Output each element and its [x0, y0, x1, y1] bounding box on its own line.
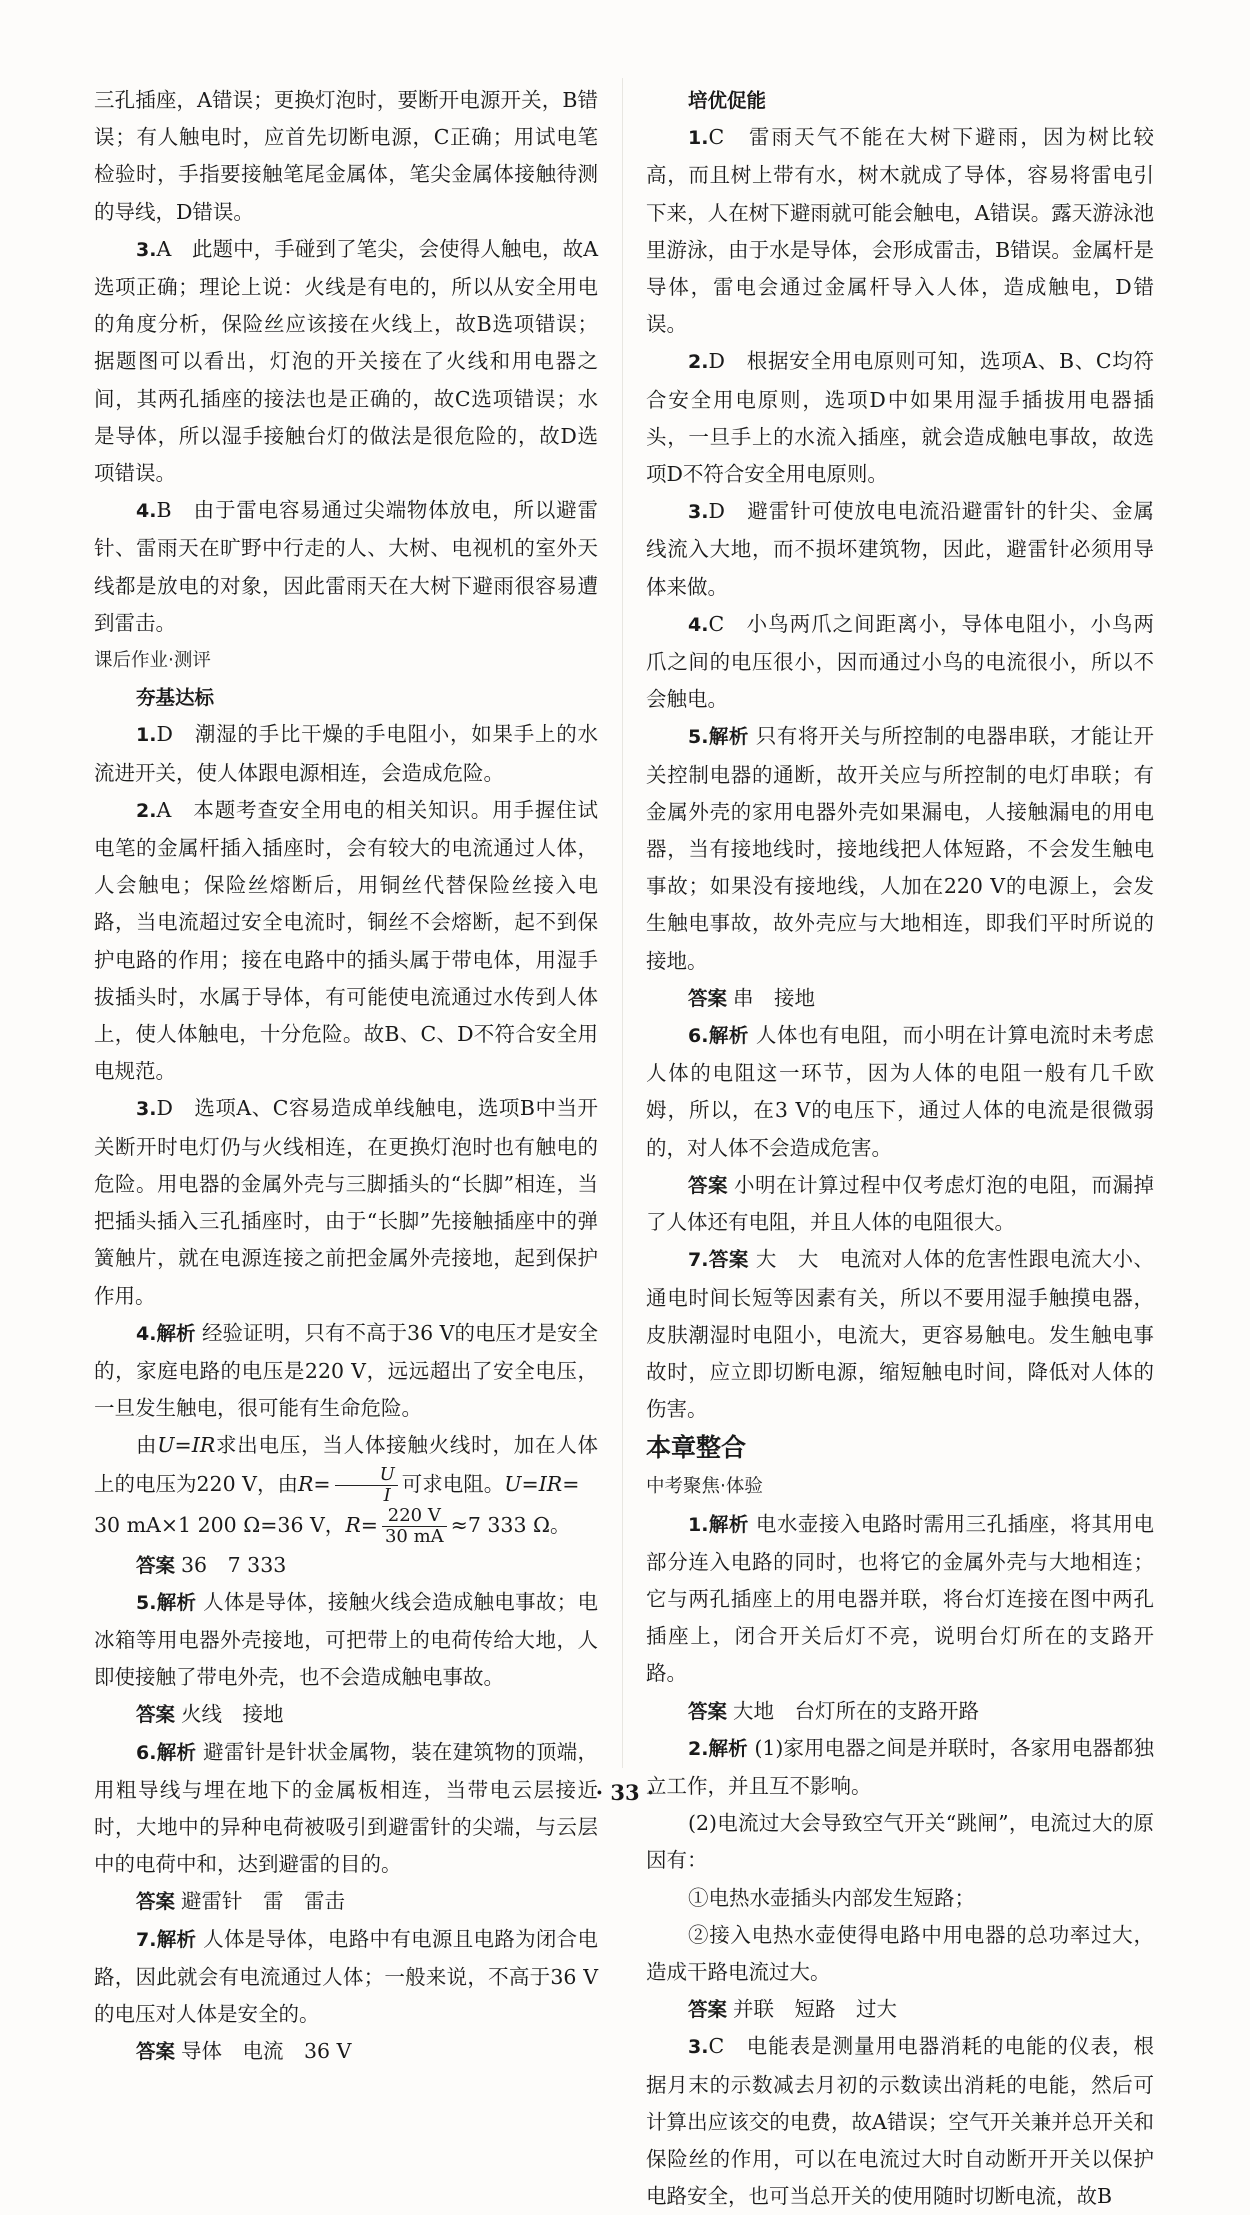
- analysis-label: 解析: [708, 725, 749, 749]
- item-text: C 雷雨天气不能在大树下避雨，因为树比较高，而且树上带有水，树木就成了导体，容易将雷电引下来，人在树下避雨就可能会触电，A错误。露天游泳池里游泳，由于水是导体，会形成雷击，B错误。金属杆是导体，雷电会通过金属杆导入人体，造成触电，D错误。: [646, 125, 1154, 337]
- analysis-label: 解析: [708, 1512, 749, 1536]
- section-heading: 中考聚焦·体验: [646, 1476, 763, 1498]
- item-text: (1)家用电器之间是并联时，各家用电器都独立工作，并且互不影响。: [646, 1735, 1154, 1798]
- text-run: 由: [136, 1433, 158, 1458]
- text-run: ≈7 333 Ω。: [450, 1512, 571, 1537]
- text-run: 30 mA×1 200 Ω=36 V，: [94, 1512, 346, 1537]
- paragraph: ①电热水壶插头内部发生短路；: [688, 1885, 975, 1910]
- item-text: D 潮湿的手比干燥的手电阻小，如果手上的水流进开关，使人体跟电源相连，会造成危险。: [94, 722, 598, 785]
- section-heading: 课后作业·测评: [94, 650, 211, 672]
- answer-text: 大 大: [755, 1247, 819, 1272]
- equation: U=IR: [157, 1433, 216, 1458]
- item-number: 2.: [688, 351, 709, 374]
- item-text: C 电能表是测量用电器消耗的电能的仪表，根据月末的示数减去月初的示数读出消耗的电能，然后可计算出应该交的电费，故A错误；空气开关兼并总开关和保险丝的作用，可以在电流过大时自动断开开关以保护电路安全，也可当总开关的使用随时切断电流，故B: [646, 2034, 1154, 2209]
- item-text: A 此题中，手碰到了笔尖，会使得人触电，故A选项正确；理论上说：火线是有电的，所以从安全用电的角度分析，保险丝应该接在火线上，故B选项错误；据题图可以看出，灯泡的开关接在了火线和用电器之间，其两孔插座的接法也是正确的，故C选项错误；水是导体，所以湿手接触台灯的做法是很危险的，故D选项错误。: [94, 236, 598, 486]
- item-number: 3.: [688, 501, 709, 524]
- equation: U=IR=: [504, 1471, 580, 1496]
- item-text: 经验证明，只有不高于36 V的电压才是安全的，家庭电路的电压是220 V，远远超出了安全电压，一旦发生触电，很可能有生命危险。: [94, 1320, 598, 1421]
- analysis-label: 解析: [156, 1927, 197, 1951]
- item-number: 6.: [688, 1025, 709, 1048]
- numerator: U: [335, 1465, 398, 1486]
- answer-line: [94, 1547, 598, 1584]
- subsection-heading: 夯基达标: [136, 686, 215, 710]
- answer-label: 答案: [136, 2040, 176, 2064]
- item-text: 人体是导体，电路中有电源且电路为闭合电路，因此就会有电流通过人体；一般来说，不高于36 V的电压对人体是安全的。: [94, 1926, 598, 2026]
- answer-text: 并联 短路 过大: [733, 1997, 898, 2022]
- answer-line: [646, 1167, 1154, 1241]
- numerator: 220 V: [382, 1506, 447, 1527]
- answer-line: [94, 1696, 598, 1733]
- item-number: 2.: [688, 1737, 709, 1760]
- answer-label: 答案: [688, 1699, 728, 1723]
- item-text: 避雷针是针状金属物，装在建筑物的顶端，用粗导线与埋在地下的金属板相连，当带电云层接近时，大地中的异种电荷被吸引到避雷针的尖端，与云层中的电荷中和，达到避雷的目的。: [94, 1739, 598, 1877]
- exam-item-3: [646, 2028, 1154, 2215]
- analysis-label: 解析: [156, 1321, 196, 1345]
- answer-text: 串 接地: [733, 985, 816, 1010]
- item-number: 5.: [688, 726, 709, 749]
- item-number: 6.: [136, 1741, 157, 1764]
- equation: R=: [345, 1512, 378, 1537]
- exam-item-1: [646, 1506, 1154, 1693]
- denominator: 30 mA: [384, 1525, 444, 1547]
- fraction: [335, 1465, 398, 1506]
- answer-label: 答案: [688, 1173, 729, 1197]
- formula-paragraph: [94, 1427, 598, 1505]
- answer-text: 导体 电流 36 V: [181, 2039, 352, 2064]
- improve-item-7: [646, 1241, 1154, 1428]
- item-number: 1.: [688, 127, 709, 150]
- item-number: 3.: [688, 2036, 709, 2059]
- right-column: [646, 82, 1154, 2215]
- analysis-label: 解析: [708, 1024, 749, 1048]
- paragraph: (2)电流过大会导致空气开关“跳闸”，电流过大的原因有：: [646, 1811, 1154, 1873]
- item-number: 7.: [136, 1928, 157, 1951]
- paragraph: 三孔插座，A错误；更换灯泡时，要断开电源开关，B错误；有人触电时，应首先切断电源，C正确；用试电笔检验时，手指要接触笔尾金属体，笔尖金属体接触待测的导线，D错误。: [94, 88, 598, 224]
- answer-label: 答案: [136, 1703, 176, 1727]
- page-number: · 33 ·: [595, 1780, 655, 1805]
- formula-line: [94, 1506, 598, 1547]
- improve-item-2: [646, 343, 1154, 493]
- item-text: D 选项A、C容易造成单线触电，选项B中当开关断开时电灯仍与火线相连，在更换灯泡时也有触电的危险。用电器的金属外壳与三脚插头的“长脚”相连，当把插头插入三孔插座时，由于“长脚”先接触插座中的弹簧触片，就在电源连接之前把金属外壳接地，起到保护作用。: [94, 1096, 598, 1308]
- column-divider: [622, 78, 623, 1768]
- item-text: D 根据安全用电原则可知，选项A、B、C均符合安全用电原则，选项D中如果用湿手插拔用电器插头，一旦手上的水流入插座，就会造成触电事故，故选项D不符合安全用电原则。: [646, 349, 1154, 487]
- analysis-label: 解析: [156, 1590, 197, 1614]
- answer-text: 大地 台灯所在的支路开路: [733, 1698, 980, 1723]
- answer-text: 小明在计算过程中仅考虑灯泡的电阻，而漏掉了人体还有电阻，并且人体的电阻很大。: [646, 1172, 1154, 1235]
- item-number: 2.: [136, 799, 157, 822]
- answer-item-3: [94, 231, 598, 492]
- item-text: B 由于雷电容易通过尖端物体放电，所以避雷针、雷雨天在旷野中行走的人、大树、电视机的室外天线都是放电的对象，因此雷雨天在大树下避雨很容易遭到雷击。: [94, 498, 598, 635]
- item-number: 4.: [688, 613, 709, 636]
- text-run: 可求电阻。: [401, 1471, 505, 1496]
- item-number: 7.: [688, 1249, 709, 1272]
- answer-label: 答案: [136, 1890, 176, 1914]
- answer-line: [646, 1991, 1154, 2028]
- improve-item-3: [646, 493, 1154, 606]
- item-text: A 本题考查安全用电的相关知识。用手握住试电笔的金属杆插入插座时，会有较大的电流通过人体，人会触电；保险丝熔断后，用铜丝代替保险丝接入电路，当电流超过安全电流时，铜丝不会熔断，起不到保护电路的作用；接在电路中的插头属于带电体，用湿手拔插头时，水属于导体，有可能使电流通过水传到人体上，使人体触电，十分危险。故B、C、D不符合安全用电规范。: [94, 797, 598, 1084]
- answer-text: 36 7 333: [181, 1552, 287, 1577]
- text-run: 求出电压，当人体接触火线时，加在人体上的电压为220 V，由: [94, 1433, 599, 1496]
- basic-item-7: [94, 1921, 598, 2034]
- answer-text: 避雷针 雷 雷击: [181, 1889, 346, 1914]
- basic-item-5: [94, 1584, 598, 1697]
- basic-item-1: [94, 716, 598, 791]
- answer-label: 答案: [136, 1553, 176, 1577]
- paragraph: ②接入电热水壶使得电路中用电器的总功率过大，造成干路电流过大。: [646, 1922, 1154, 1984]
- item-number: 5.: [136, 1591, 157, 1614]
- answer-line: [646, 980, 1154, 1017]
- answer-item-4: [94, 492, 598, 642]
- item-number: 1.: [136, 724, 157, 747]
- basic-item-4: [94, 1315, 598, 1428]
- item-text: 电流对人体的危害性跟电流大小、通电时间长短等因素有关，所以不要用湿手触摸电器，皮肤潮湿时电阻小，电流大，更容易触电。发生触电事故时，应立即切断电源，缩短触电时间，降低对人体的伤害。: [646, 1247, 1154, 1422]
- item-number: 1.: [688, 1513, 709, 1536]
- chapter-title: 本章整合: [646, 1433, 747, 1463]
- subsection-heading: 培优促能: [688, 89, 767, 112]
- answer-line: [94, 2033, 598, 2070]
- item-text: 人体是导体，接触火线会造成触电事故；电冰箱等用电器外壳接地，可把带上的电荷传给大地，人即使接触了带电外壳，也不会造成触电事故。: [94, 1589, 598, 1690]
- item-number: 3.: [136, 238, 157, 261]
- improve-item-1: [646, 119, 1154, 343]
- item-number: 4.: [136, 500, 157, 523]
- item-number: 4.: [136, 1322, 157, 1345]
- answer-line: [646, 1693, 1154, 1730]
- item-text: D 避雷针可使放电电流沿避雷针的针尖、金属线流入大地，而不损坏建筑物，因此，避雷针必须用导体来做。: [646, 499, 1154, 599]
- answer-text: 火线 接地: [181, 1702, 284, 1727]
- answer-label: 答案: [708, 1248, 749, 1272]
- item-text: 电水壶接入电路时需用三孔插座，将其用电部分连入电路的同时，也将它的金属外壳与大地相连；它与两孔插座上的用电器并联，将台灯连接在图中两孔插座上，闭合开关后灯不亮，说明台灯所在的支路开路。: [646, 1511, 1154, 1686]
- item-text: C 小鸟两爪之间距离小，导体电阻小，小鸟两爪之间的电压很小，因而通过小鸟的电流很小，所以不会触电。: [646, 611, 1154, 712]
- basic-item-2: [94, 792, 598, 1091]
- item-number: 3.: [136, 1098, 157, 1121]
- basic-item-3: [94, 1090, 598, 1314]
- item-text: 人体也有电阻，而小明在计算电流时未考虑人体的电阻这一环节，因为人体的电阻一般有几千欧姆，所以，在3 V的电压下，通过人体的电流是很微弱的，对人体不会造成危害。: [646, 1023, 1154, 1160]
- fraction: [382, 1506, 447, 1547]
- analysis-label: 解析: [156, 1740, 197, 1764]
- left-column: [94, 82, 598, 2070]
- item-text: 只有将开关与所控制的电器串联，才能让开关控制电器的通断，故开关应与所控制的电灯串联；有金属外壳的家用电器外壳如果漏电，人接触漏电的用电器，当有接地线时，接地线把人体短路，不会发生触电事故；如果没有接地线，人加在220 V的电源上，会发生触电事故，故外壳应与大地相连，即我们平时所说的接地。: [646, 724, 1154, 973]
- equation: R=: [297, 1471, 331, 1496]
- denominator: I: [383, 1484, 391, 1506]
- basic-item-6: [94, 1734, 598, 1884]
- answer-label: 答案: [688, 1998, 728, 2022]
- improve-item-4: [646, 606, 1154, 719]
- answer-line: [94, 1883, 598, 1920]
- analysis-label: 解析: [708, 1736, 748, 1760]
- answer-label: 答案: [688, 986, 728, 1010]
- improve-item-6: [646, 1017, 1154, 1167]
- improve-item-5: [646, 718, 1154, 979]
